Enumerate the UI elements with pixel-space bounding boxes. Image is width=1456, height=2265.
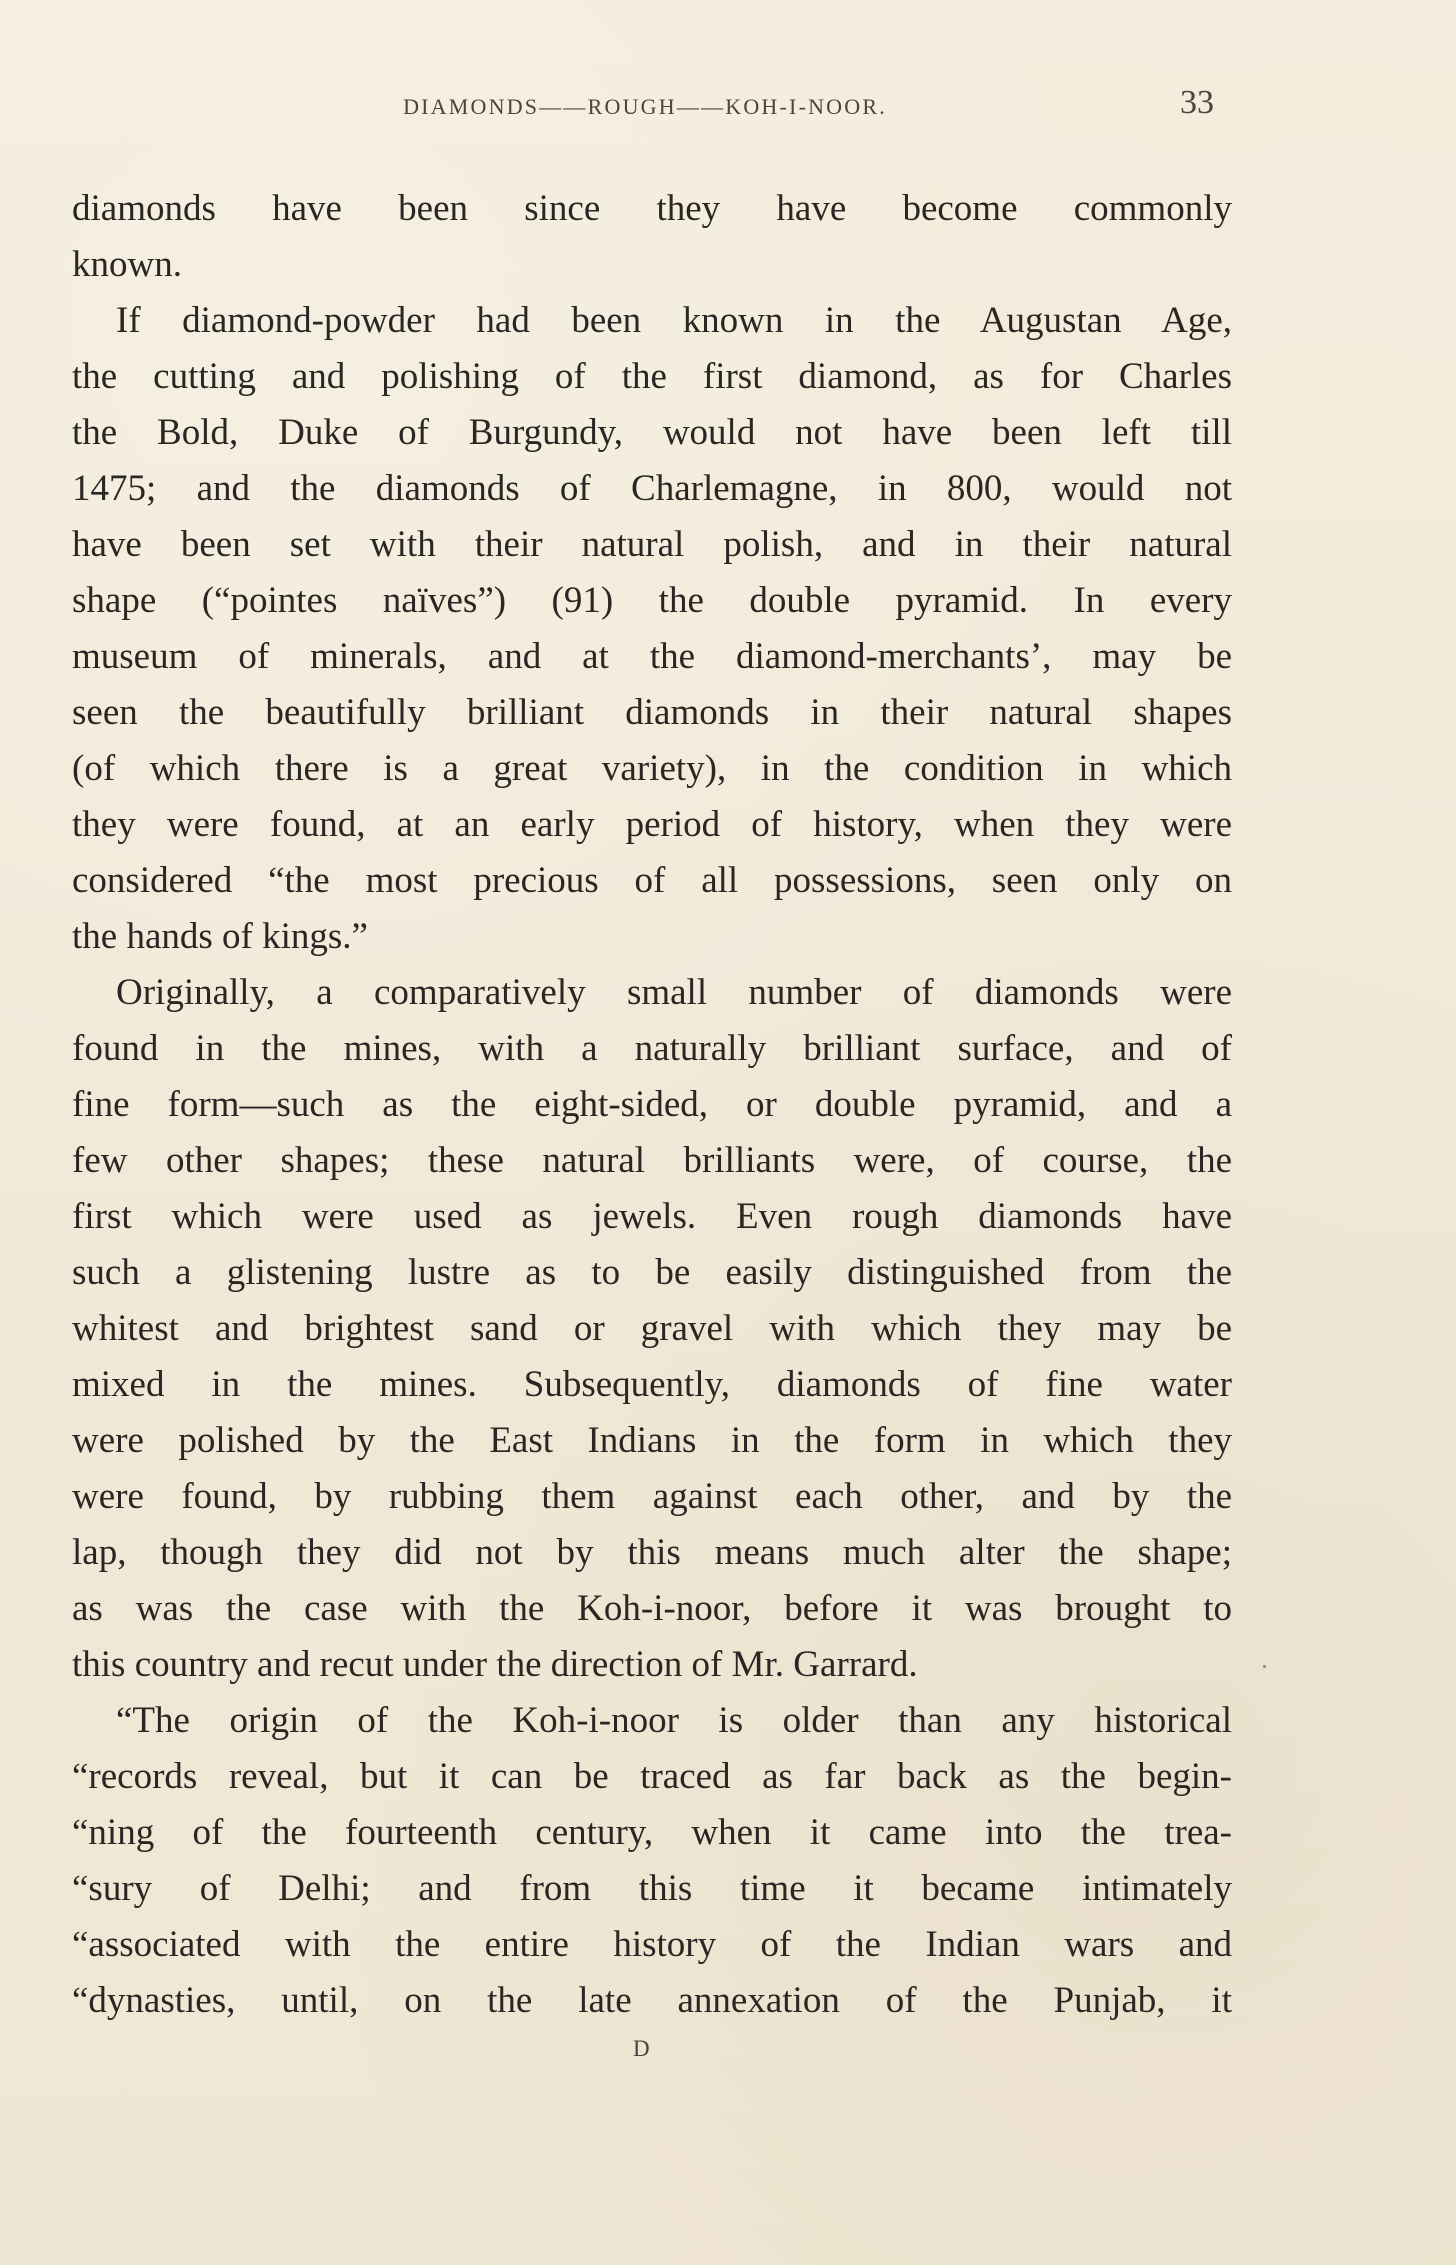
text-line: they were found, at an early period of history, when they were: [72, 804, 1232, 845]
text-line: the Bold, Duke of Burgundy, would not have been left till: [72, 412, 1232, 453]
text-line: “records reveal, but it can be traced as far back as the begin-: [72, 1756, 1232, 1797]
page-header: [0, 84, 1456, 128]
text-line: such a glistening lustre as to be easily distinguished from the: [72, 1252, 1232, 1293]
text-line: considered “the most precious of all possessions, seen only on: [72, 860, 1232, 901]
text-line: “associated with the entire history of the Indian wars and: [72, 1924, 1232, 1965]
text-line: known.: [72, 244, 182, 285]
text-line: “The origin of the Koh-i-noor is older than any historical: [116, 1700, 1232, 1741]
text-line: have been set with their natural polish, and in their natural: [72, 524, 1232, 565]
text-line: “ning of the fourteenth century, when it came into the trea-: [72, 1812, 1232, 1853]
edge-mark: [1263, 1665, 1266, 1668]
text-line: this country and recut under the direction of Mr. Garrard.: [72, 1644, 918, 1685]
text-line: few other shapes; these natural brilliants were, of course, the: [72, 1140, 1232, 1181]
text-line: were found, by rubbing them against each other, and by the: [72, 1476, 1232, 1517]
running-head: DIAMONDS——ROUGH——KOH-I-NOOR.: [403, 94, 887, 119]
signature-mark: D: [633, 2036, 651, 2061]
page-number: 33: [1180, 84, 1214, 121]
text-line: the cutting and polishing of the first diamond, as for Charles: [72, 356, 1232, 397]
text-line: first which were used as jewels. Even rough diamonds have: [72, 1196, 1232, 1237]
text-line: fine form—such as the eight-sided, or double pyramid, and a: [72, 1084, 1232, 1125]
text-line: 1475; and the diamonds of Charlemagne, in 800, would not: [72, 468, 1232, 509]
text-line: were polished by the East Indians in the form in which they: [72, 1420, 1232, 1461]
text-line: (of which there is a great variety), in the condition in which: [72, 748, 1232, 789]
text-line: as was the case with the Koh-i-noor, before it was brought to: [72, 1588, 1232, 1629]
text-line: If diamond-powder had been known in the Augustan Age,: [116, 300, 1232, 341]
text-line: Originally, a comparatively small number of diamonds were: [116, 972, 1232, 1013]
text-line: found in the mines, with a naturally brilliant surface, and of: [72, 1028, 1232, 1069]
text-line: “sury of Delhi; and from this time it became intimately: [72, 1868, 1232, 1909]
text-line: lap, though they did not by this means much alter the shape;: [72, 1532, 1232, 1573]
text-line: shape (“pointes naïves”) (91) the double pyramid. In every: [72, 580, 1232, 621]
text-line: “dynasties, until, on the late annexation of the Punjab, it: [72, 1980, 1232, 2021]
text-line: seen the beautifully brilliant diamonds in their natural shapes: [72, 692, 1232, 733]
text-line: diamonds have been since they have become commonly: [72, 188, 1232, 229]
text-line: museum of minerals, and at the diamond-merchants’, may be: [72, 636, 1232, 677]
text-line: the hands of kings.”: [72, 916, 368, 957]
text-line: whitest and brightest sand or gravel with which they may be: [72, 1308, 1232, 1349]
text-line: mixed in the mines. Subsequently, diamonds of fine water: [72, 1364, 1232, 1405]
